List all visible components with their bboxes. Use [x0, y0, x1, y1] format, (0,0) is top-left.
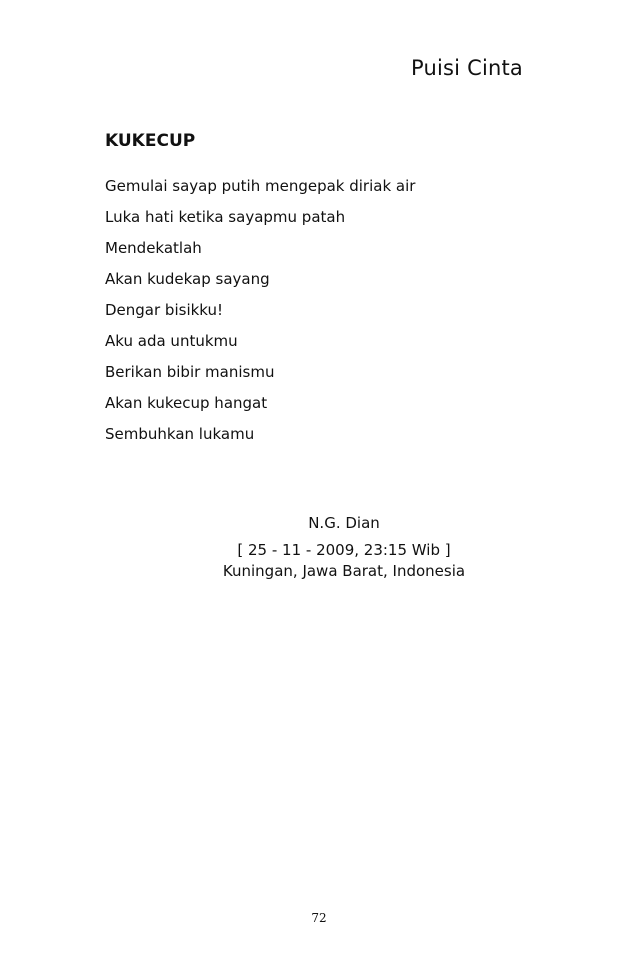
author-name: N.G. Dian — [308, 514, 380, 532]
place-line: Kuningan, Jawa Barat, Indonesia — [222, 562, 466, 580]
poem-line: Akan kudekap sayang — [105, 270, 270, 288]
page-number: 72 — [311, 911, 327, 925]
poem-line: Dengar bisikku! — [105, 301, 224, 319]
poem-line: Luka hati ketika sayapmu patah — [105, 208, 346, 226]
poem-line: Sembuhkan lukamu — [105, 425, 255, 443]
signature-block — [0, 513, 638, 582]
date-stamp: [ 25 - 11 - 2009, 23:15 Wib ] — [237, 541, 451, 559]
poem-line: Mendekatlah — [105, 239, 202, 257]
poem-body — [105, 175, 415, 454]
running-header: Puisi Cinta — [411, 56, 523, 80]
poem-title: KUKECUP — [105, 131, 196, 151]
poem-line: Akan kukecup hangat — [105, 394, 268, 412]
poem-line: Gemulai sayap putih mengepak diriak air — [105, 177, 416, 195]
poem-line: Berikan bibir manismu — [105, 363, 275, 381]
poem-line: Aku ada untukmu — [105, 332, 238, 350]
